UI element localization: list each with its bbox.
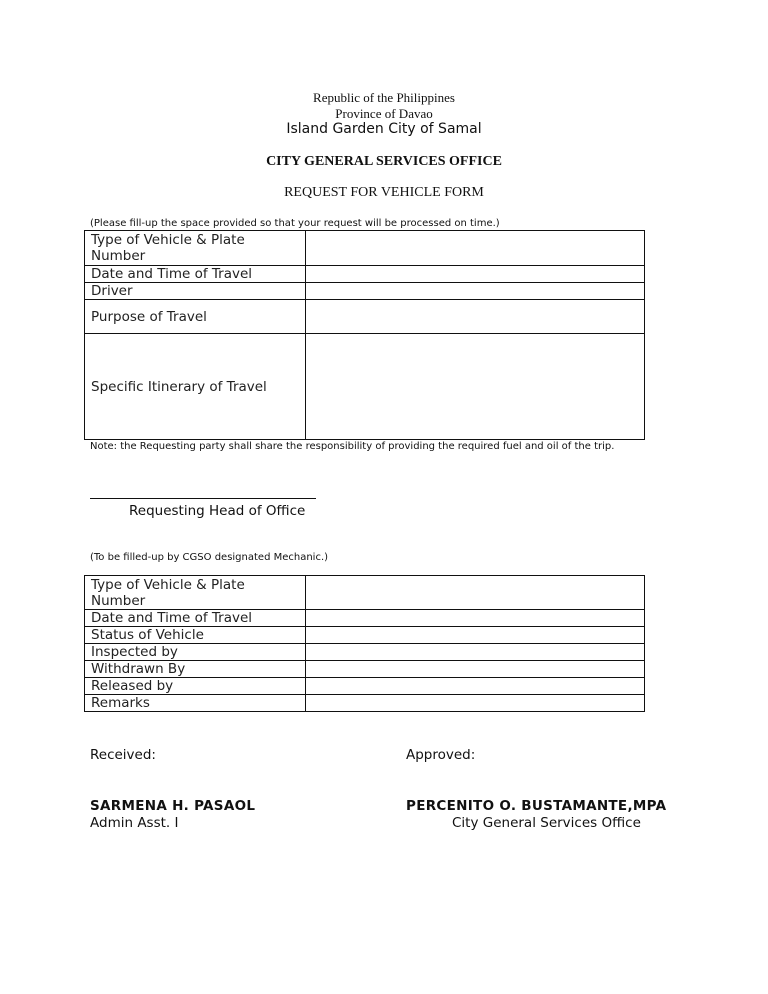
signature-label: Requesting Head of Office xyxy=(129,503,306,519)
table-row xyxy=(85,627,645,644)
field-purpose[interactable] xyxy=(306,300,645,334)
fuel-note: Note: the Requesting party shall share the responsibility of providing the required fuel and oil of the trip. xyxy=(90,441,615,452)
row-label-date-time: Date and Time of Travel xyxy=(85,266,306,283)
approved-label: Approved: xyxy=(406,747,476,763)
table-row xyxy=(85,334,645,440)
table-row xyxy=(85,610,645,627)
row-label-vehicle-plate: Type of Vehicle & Plate Number xyxy=(85,231,306,266)
table-row xyxy=(85,231,645,266)
field-vehicle-plate[interactable] xyxy=(306,231,645,266)
office-title: CITY GENERAL SERVICES OFFICE xyxy=(266,154,502,169)
signature-line xyxy=(90,498,316,499)
header-province: Province of Davao xyxy=(335,106,433,121)
table-row xyxy=(85,678,645,695)
field-released-by[interactable] xyxy=(306,678,645,695)
header-republic: Republic of the Philippines xyxy=(313,90,455,105)
field-withdrawn-by[interactable] xyxy=(306,661,645,678)
table-row xyxy=(85,644,645,661)
received-name: SARMENA H. PASAOL xyxy=(90,798,256,814)
approved-name: PERCENITO O. BUSTAMANTE,MPA xyxy=(406,798,667,814)
row-label-purpose: Purpose of Travel xyxy=(85,300,306,334)
field-itinerary[interactable] xyxy=(306,334,645,440)
received-label: Received: xyxy=(90,747,156,763)
mechanic-instruction: (To be filled-up by CGSO designated Mechanic.) xyxy=(90,552,329,563)
field-date-time[interactable] xyxy=(306,610,645,627)
approved-title: City General Services Office xyxy=(452,815,641,831)
row-label-withdrawn-by: Withdrawn By xyxy=(85,661,306,678)
table-row xyxy=(85,266,645,283)
field-remarks[interactable] xyxy=(306,695,645,712)
table-row xyxy=(85,695,645,712)
row-label-remarks: Remarks xyxy=(85,695,306,712)
table-row xyxy=(85,300,645,334)
request-table xyxy=(84,230,645,440)
mechanic-table xyxy=(84,575,645,712)
request-instruction: (Please fill-up the space provided so that your request will be processed on time.) xyxy=(90,218,500,229)
form-title: REQUEST FOR VEHICLE FORM xyxy=(284,185,484,200)
row-label-inspected-by: Inspected by xyxy=(85,644,306,661)
row-label-itinerary: Specific Itinerary of Travel xyxy=(85,334,306,440)
field-inspected-by[interactable] xyxy=(306,644,645,661)
field-date-time[interactable] xyxy=(306,266,645,283)
table-row xyxy=(85,661,645,678)
field-vehicle-plate[interactable] xyxy=(306,576,645,610)
field-driver[interactable] xyxy=(306,283,645,300)
row-label-vehicle-plate: Type of Vehicle & Plate Number xyxy=(85,576,306,610)
received-title: Admin Asst. I xyxy=(90,815,179,831)
table-row xyxy=(85,283,645,300)
table-row xyxy=(85,576,645,610)
row-label-released-by: Released by xyxy=(85,678,306,695)
row-label-date-time: Date and Time of Travel xyxy=(85,610,306,627)
row-label-driver: Driver xyxy=(85,283,306,300)
field-status[interactable] xyxy=(306,627,645,644)
header-city: Island Garden City of Samal xyxy=(286,121,482,137)
row-label-status: Status of Vehicle xyxy=(85,627,306,644)
